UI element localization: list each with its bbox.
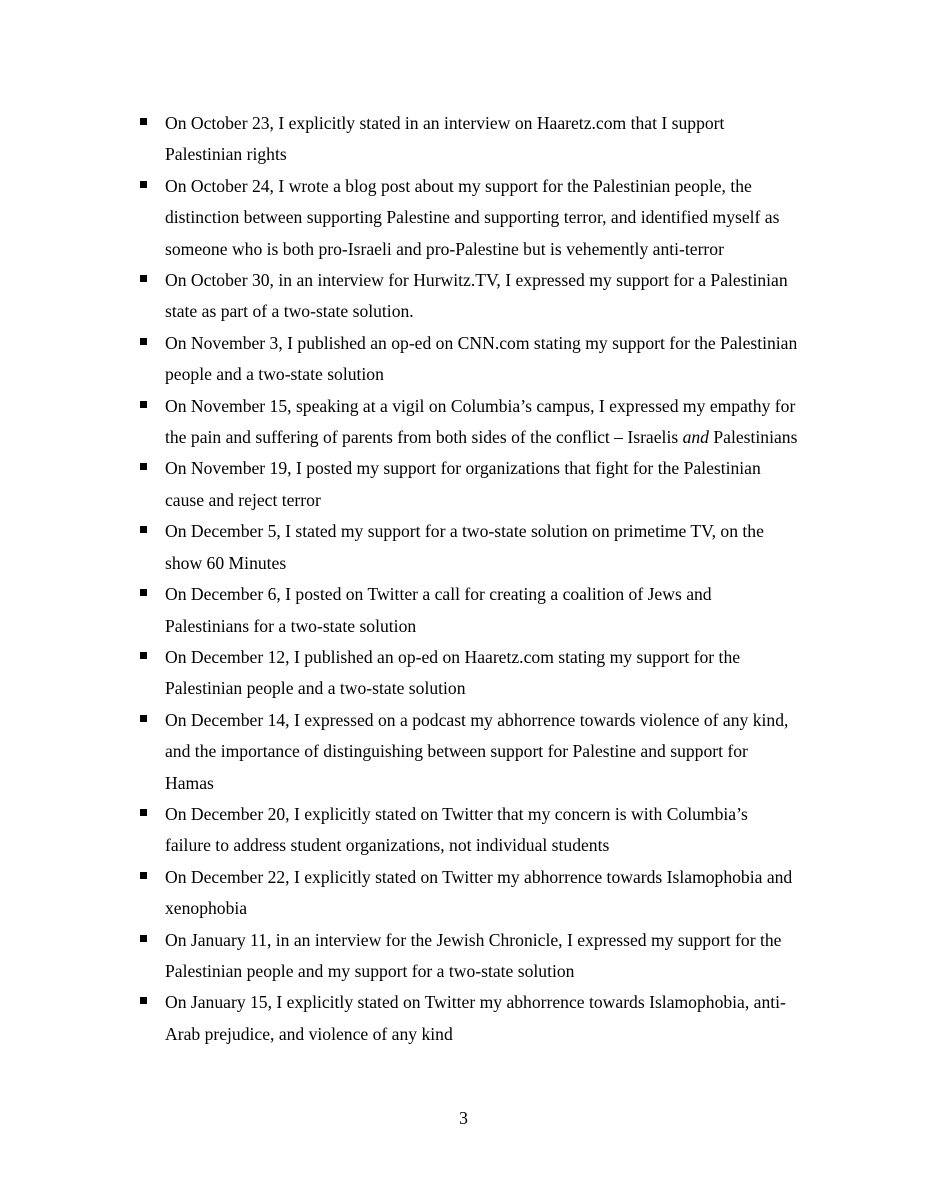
list-item-line: [165, 830, 828, 861]
square-bullet-icon: [140, 118, 147, 125]
square-bullet-icon: [140, 275, 147, 282]
list-item-line: [165, 453, 828, 484]
text-segment: Palestinians: [708, 427, 798, 448]
text-segment: Palestinians for a two-state solution: [165, 615, 417, 636]
list-item-line: [165, 485, 828, 516]
text-segment: distinction between supporting Palestine and supporting terror, and identified myself as: [165, 207, 780, 228]
text-segment: the pain and suffering of parents from both sides of the conflict – Israelis: [165, 427, 683, 448]
square-bullet-icon: [140, 401, 147, 408]
square-bullet-icon: [140, 652, 147, 659]
text-segment: On January 11, in an interview for the Jewish Chronicle, I expressed my support for the: [165, 929, 782, 950]
text-segment: On December 22, I explicitly stated on Twitter my abhorrence towards Islamophobia and: [165, 866, 793, 887]
list-item-line: [165, 296, 828, 327]
list-item-line: [165, 265, 828, 296]
list-item: [138, 265, 828, 328]
list-item-line: [165, 579, 828, 610]
list-item: [138, 987, 828, 1050]
text-segment: On January 15, I explicitly stated on Twitter my abhorrence towards Islamophobia, anti-: [165, 992, 786, 1013]
list-item: [138, 328, 828, 391]
square-bullet-icon: [140, 338, 147, 345]
square-bullet-icon: [140, 589, 147, 596]
text-segment: show 60 Minutes: [165, 552, 287, 573]
list-item-line: [165, 799, 828, 830]
text-segment: state as part of a two-state solution.: [165, 301, 414, 322]
list-item: [138, 925, 828, 988]
text-segment: people and a two-state solution: [165, 364, 384, 385]
text-segment: Arab prejudice, and violence of any kind: [165, 1023, 453, 1044]
list-item: [138, 453, 828, 516]
list-item-line: [165, 893, 828, 924]
list-item-line: [165, 391, 828, 422]
list-item-line: [165, 139, 828, 170]
list-item-line: [165, 1019, 828, 1050]
list-item: [138, 171, 828, 265]
square-bullet-icon: [140, 935, 147, 942]
text-segment: and the importance of distinguishing between support for Palestine and support for: [165, 741, 748, 762]
text-segment: Palestinian people and my support for a two-state solution: [165, 960, 575, 981]
text-segment: On October 30, in an interview for Hurwitz.TV, I expressed my support for a Palestinian: [165, 270, 788, 291]
text-segment: On December 20, I explicitly stated on Twitter that my concern is with Columbia’s: [165, 803, 748, 824]
text-segment: Palestinian people and a two-state solution: [165, 678, 466, 699]
list-item-line: [165, 548, 828, 579]
list-item: [138, 862, 828, 925]
text-segment: failure to address student organizations, not individual students: [165, 835, 610, 856]
list-item: [138, 516, 828, 579]
text-segment: On October 24, I wrote a blog post about my support for the Palestinian people, the: [165, 175, 752, 196]
text-segment: someone who is both pro-Israeli and pro-Palestine but is vehemently anti-terror: [165, 238, 724, 259]
list-item-line: [165, 202, 828, 233]
list-item: [138, 108, 828, 171]
bullet-list: [138, 108, 828, 1050]
list-item: [138, 579, 828, 642]
list-item-line: [165, 956, 828, 987]
square-bullet-icon: [140, 463, 147, 470]
list-item-line: [165, 768, 828, 799]
text-segment: On November 3, I published an op-ed on CNN.com stating my support for the Palestinian: [165, 332, 798, 353]
text-segment: Palestinian rights: [165, 144, 287, 165]
list-item-line: [165, 642, 828, 673]
text-segment: On December 6, I posted on Twitter a call for creating a coalition of Jews and: [165, 584, 712, 605]
square-bullet-icon: [140, 997, 147, 1004]
list-item-line: [165, 359, 828, 390]
text-segment: On November 19, I posted my support for organizations that fight for the Palestinian: [165, 458, 761, 479]
list-item-line: [165, 987, 828, 1018]
list-item: [138, 642, 828, 705]
square-bullet-icon: [140, 809, 147, 816]
text-segment: Hamas: [165, 772, 214, 793]
square-bullet-icon: [140, 715, 147, 722]
square-bullet-icon: [140, 872, 147, 879]
list-item: [138, 799, 828, 862]
list-item-line: [165, 705, 828, 736]
list-item-line: [165, 328, 828, 359]
list-item-line: [165, 171, 828, 202]
square-bullet-icon: [140, 526, 147, 533]
list-item-line: [165, 925, 828, 956]
list-item: [138, 391, 828, 454]
text-segment: On October 23, I explicitly stated in an interview on Haaretz.com that I support: [165, 113, 725, 133]
list-item-line: [165, 673, 828, 704]
list-item-line: [165, 736, 828, 767]
page-number: 3: [459, 1108, 468, 1128]
list-item-line: [165, 862, 828, 893]
list-item-line: [165, 422, 828, 453]
text-segment: cause and reject terror: [165, 489, 321, 510]
text-segment: On December 12, I published an op-ed on Haaretz.com stating my support for the: [165, 646, 741, 667]
list-item-line: [165, 108, 828, 139]
square-bullet-icon: [140, 181, 147, 188]
italic-text: and: [682, 427, 709, 448]
list-item: [138, 705, 828, 799]
list-item-line: [165, 516, 828, 547]
list-item-line: [165, 234, 828, 265]
text-segment: On December 14, I expressed on a podcast my abhorrence towards violence of any kind,: [165, 709, 789, 730]
text-segment: On November 15, speaking at a vigil on Columbia’s campus, I expressed my empathy for: [165, 395, 796, 416]
text-segment: On December 5, I stated my support for a two-state solution on primetime TV, on the: [165, 521, 764, 542]
text-segment: xenophobia: [165, 898, 248, 919]
list-item-line: [165, 611, 828, 642]
